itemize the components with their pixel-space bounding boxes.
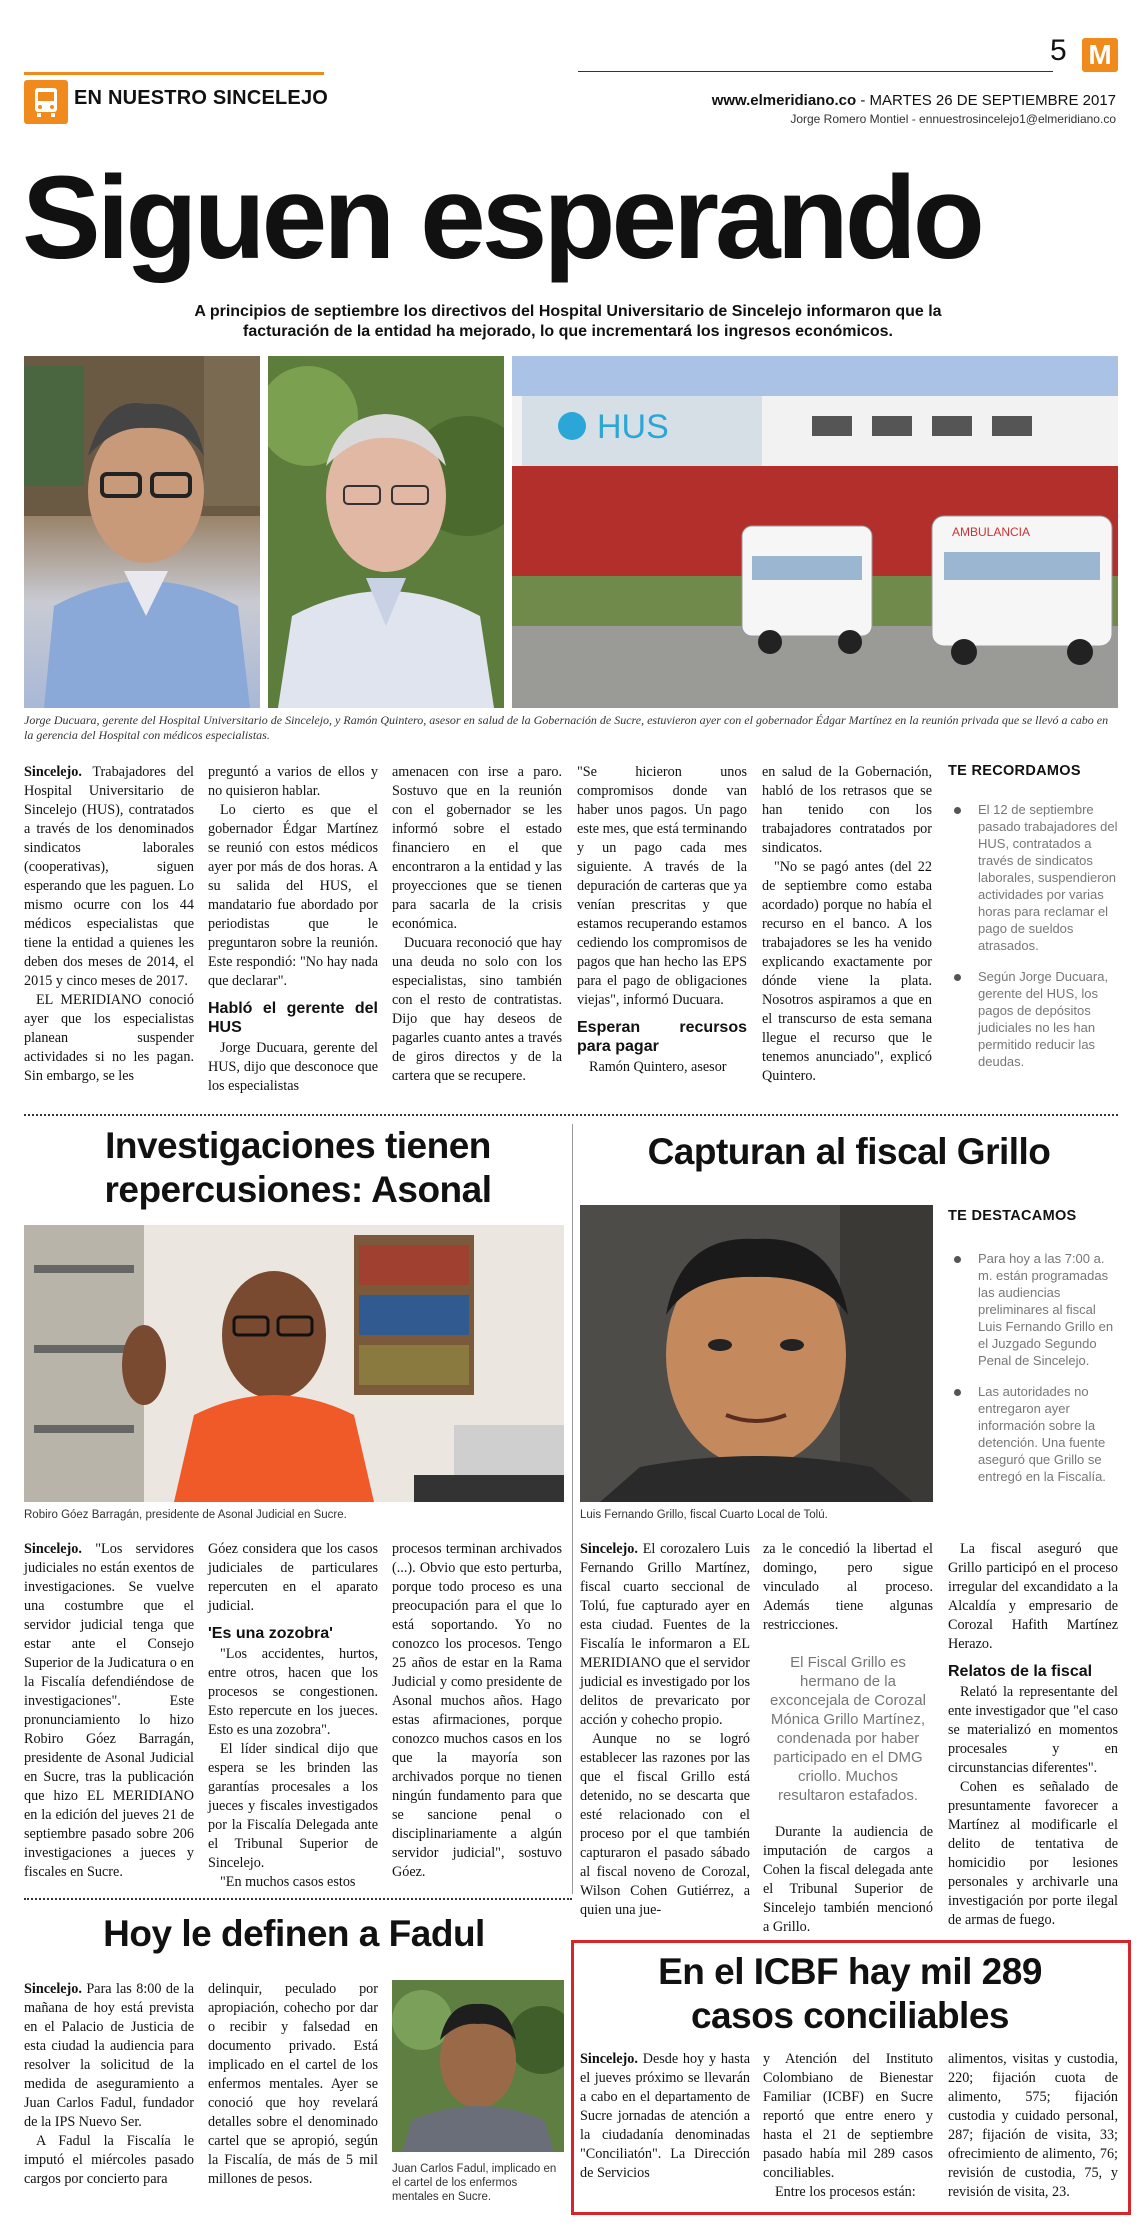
- divider-dotted: [24, 1898, 572, 1900]
- dateline-lead: Sincelejo.: [580, 1541, 638, 1557]
- sidebar-item-text: Para hoy a las 7:00 a. m. están programadas las audiencias preliminares al fiscal Luis Fernando Grillo en el Juzgado Segundo Penal de Sincelejo.: [978, 1251, 1114, 1368]
- icbf-headline-line1: En el ICBF hay mil 289: [658, 1951, 1042, 1992]
- dateline-lead: Sincelejo.: [580, 2051, 638, 2067]
- asonal-col2-subhead: 'Es una zozobra': [208, 1625, 333, 1642]
- sidebar-item-text: Según Jorge Ducuara, gerente del HUS, los pagos de depósitos judiciales no les han permitido reducir las deudas.: [978, 969, 1109, 1069]
- asonal-col1-p1: [24, 1540, 194, 1882]
- photo-luis-fernando-grillo: [580, 1205, 933, 1502]
- fadul-col-1: [24, 1980, 194, 2189]
- main-col5-p1: en salud de la Gobernación, habló de los retrasos que se han tenido con los trabajadores contratados por sindicatos.: [762, 764, 932, 856]
- logo-letter: M: [1088, 39, 1112, 70]
- photo-hospital-hus: [512, 356, 1118, 708]
- photo-jorge-ducuara: [24, 356, 260, 708]
- grillo-sidebar: [948, 1208, 1118, 1499]
- sidebar-item: [948, 1250, 1118, 1369]
- asonal-col-2: [208, 1540, 378, 1892]
- sidebar-title-recordamos: TE RECORDAMOS: [948, 763, 1081, 779]
- main-col2-subhead: Habló el gerente del HUS: [208, 1000, 378, 1036]
- grillo-col2-p1: za le concedió la libertad el domingo, pero sigue vinculado al proceso. Además tiene algunas restricciones.: [763, 1541, 933, 1633]
- asonal-col1-text: "Los servidores judiciales no están exentos de investigaciones. Se vuelve una costumbre que el servidor judicial tenga que estar ante el Consejo Superior de la Judicatura o en la Fiscalía defendiéndose de investigaciones". Este pronunciamiento lo hizo Robiro Góez Barragán, presidente de Asonal Judicial en Sucre, tras la publicación que hizo EL MERIDIANO en la edición del jueves 21 de septiembre pasado sobre 206 investigaciones a jueces y fiscales en Sucre.: [24, 1541, 194, 1880]
- sidebar-item: [948, 1383, 1118, 1485]
- grillo-col-2: [763, 1540, 933, 1937]
- hus-sign-text: HUS: [597, 408, 669, 446]
- sidebar-item: [948, 801, 1118, 954]
- asonal-col-1: [24, 1540, 194, 1882]
- issue-date: MARTES 26 DE SEPTIEMBRE 2017: [869, 92, 1116, 109]
- fadul-col1-p2: A Fadul la Fiscalía le imputó el miércoles pasado cargos por concierto para: [24, 2133, 194, 2187]
- main-col5-p2: "No se pagó antes (del 22 de septiembre como estaba acordado) porque no había el recurso en el banco. A los trabajadores se les ha venido explicando exactamente por dónde viene la plata. Nosotros aspiramos a que en el transcurso de esta semana llegue el recurso que le tenemos anunciado", explicó Quintero.: [762, 859, 932, 1084]
- icbf-headline-line2: casos conciliables: [690, 1995, 1009, 2036]
- bullet-icon: [954, 974, 961, 981]
- asonal-col2-p1: Góez considera que los casos judiciales de particulares repercuten en el aparato judicial.: [208, 1541, 378, 1614]
- fadul-col1-text: Para las 8:00 de la mañana de hoy está prevista en el Palacio de Justicia de esta ciudad la audiencia para resolver la solicitud de la medida de aseguramiento a Juan Carlos Fadul, fundador de la IPS Nuevo Ser.: [24, 1981, 194, 2130]
- icbf-col3-p1: alimentos, visitas y custodia, 220; fijación cuota de alimento, 575; fijación custodia y cuidado personal, 287; fijación de visita, 33; ofrecimiento de alimento, 76; revisión de custodia, 75, y revisión de visita, 23.: [948, 2051, 1118, 2200]
- main-col1-p2: EL MERIDIANO conoció ayer que los especialistas planean suspender actividades si no les pagan. Sin embargo, se les: [24, 992, 194, 1084]
- bullet-icon: [954, 807, 961, 814]
- icbf-col-2: [763, 2050, 933, 2202]
- asonal-col2-p4: "En muchos casos estos: [220, 1874, 356, 1890]
- main-col1-p1: [24, 763, 194, 991]
- main-headline: Siguen esperando: [22, 152, 981, 284]
- asonal-headline: [24, 1124, 572, 1212]
- sidebar-item-text: Las autoridades no entregaron ayer información sobre la detención. Una fuente aseguró que Grillo se entregó en la Fiscalía.: [978, 1384, 1106, 1484]
- grillo-col-1: [580, 1540, 750, 1920]
- main-sidebar: [948, 763, 1118, 1084]
- grillo-col-3: [948, 1540, 1118, 1930]
- grillo-col1-text: El corozalero Luis Fernando Grillo Martínez, fiscal cuarto seccional de Tolú, fue capturado ayer en esta ciudad. Fuentes de la Fiscalía le informaron a EL MERIDIANO que el servidor judicial es investigado por los delitos de prevaricato por acción y cohecho propio.: [580, 1541, 750, 1728]
- fadul-caption: Juan Carlos Fadul, implicado en el cartel de los enfermos mentales en Sucre.: [392, 2163, 557, 2203]
- main-col3-p2: Ducuara reconoció que hay una deuda no solo con los especialistas, sino también con el resto de contratistas. Dijo que hay deseos de pagarles cuanto antes a través de giros directos y de la cartera que se recupere.: [392, 935, 562, 1084]
- date-separator: -: [860, 92, 870, 109]
- section-top-rule: [24, 72, 324, 75]
- page-number: 5: [1050, 34, 1067, 67]
- photo-robiro-goez: [24, 1225, 564, 1502]
- fadul-col-2: [208, 1980, 378, 2189]
- dateline-lead: Sincelejo.: [24, 764, 82, 780]
- main-col2-p2: Lo cierto es que el gobernador Édgar Martínez se reunió con estos médicos ayer por más de dos horas. A su salida del HUS, el mandatario fue abordado por periodistas que le preguntaron sobre la reunión. Este respondió: "No hay nada que declarar".: [208, 802, 378, 989]
- grillo-col3-p3: Cohen es señalado de presuntamente favorecer a Martínez al modificarle el delito de tentativa de homicidio por lesiones personales y archivarle una investigación por porte ilegal de armas de fuego.: [948, 1779, 1118, 1928]
- photo-ramon-quintero: [268, 356, 504, 708]
- grillo-headline: Capturan al fiscal Grillo: [647, 1131, 1051, 1172]
- main-col-1: [24, 763, 194, 1086]
- fadul-col1-p1: [24, 1980, 194, 2132]
- bullet-icon: [954, 1389, 961, 1396]
- grillo-col2-p2: Durante la audiencia de imputación de cargos a Cohen la fiscal delegada ante el Tribunal Superior de Sincelejo también mencionó a Grillo.: [763, 1824, 933, 1935]
- main-caption: Jorge Ducuara, gerente del Hospital Universitario de Sincelejo, y Ramón Quintero, asesor en salud de la Gobernación de Sucre, estuvieron ayer con el gobernador Édgar Martínez en la reunión privada que se llevó a cabo en la gerencia del Hospital con médicos especialistas.: [24, 713, 1109, 742]
- site-url: www.elmeridiano.co: [711, 92, 857, 109]
- grillo-col1-p2: Aunque no se logró establecer las razones por las que el fiscal Grillo está detenido, no se descarta que esté relacionado con el proceso por el que también capturaron el pasado sábado al fiscal noveno de Corozal, Wilson Cohen Gutiérrez, a quien una jue-: [580, 1731, 750, 1918]
- main-col-3: [392, 763, 562, 1086]
- header-top-rule: [578, 71, 1053, 72]
- main-deck: A principios de septiembre los directivos del Hospital Universitario de Sincelejo informaron que la facturación de la entidad ha mejorado, lo que incrementará los ingresos económicos.: [194, 303, 942, 340]
- photo-juan-carlos-fadul: [392, 1980, 564, 2152]
- sidebar-item: [948, 968, 1118, 1070]
- grillo-caption: Luis Fernando Grillo, fiscal Cuarto Local de Tolú.: [580, 1509, 828, 1521]
- dateline-lead: Sincelejo.: [24, 1981, 82, 1997]
- asonal-headline-line2: repercusiones: Asonal: [104, 1169, 492, 1210]
- icbf-col-1: [580, 2050, 750, 2183]
- sidebar-item-text: El 12 de septiembre pasado trabajadores del HUS, contratados a través de sindicatos laborales, suspendieron actividades por varias horas para reclamar el pago de sueldos atrasados.: [978, 802, 1118, 953]
- main-col4-subhead: Esperan recursos para pagar: [577, 1019, 747, 1055]
- main-col4-p2: Ramón Quintero, asesor: [589, 1059, 727, 1075]
- grillo-col3-subhead: Relatos de la fiscal: [948, 1663, 1093, 1680]
- main-col4-p1: "Se hicieron unos compromisos donde van haber unos pagos. Un pago este mes, que está terminando y un pago cada mes siguiente. A través de la depuración de carteras que ya venían prescritas y que estamos recuperando estamos cediendo los compromisos de pagos que han hecho las EPS para el pago de obligaciones viejas", informó Ducuara.: [577, 764, 747, 1008]
- asonal-col2-p3: El líder sindical dijo que espera se les brinden las garantías procesales a los jueces y fiscales investigados por la Fiscalía Delegada ante el Tribunal Superior de Sincelejo.: [208, 1741, 378, 1871]
- main-col1-p1-text: Trabajadores del Hospital Universitario de Sincelejo (HUS), contratados a través de los denominados sindicatos laborales (cooperativas), siguen esperando que les paguen. Lo mismo ocurre con los 44 médicos especialistas que tiene la entidad a quienes les deben dos meses de 2014, el 2015 y cinco meses de 2017.: [24, 764, 194, 989]
- grillo-pullquote: El Fiscal Grillo es hermano de la exconcejala de Corozal Mónica Grillo Martínez, condenada por haber participado en el DMG criollo. Muchos resultaron estafados.: [770, 1654, 926, 1804]
- dateline-lead: Sincelejo.: [24, 1541, 82, 1557]
- grillo-col3-p1: La fiscal aseguró que Grillo participó en el proceso irregular del excandidato a la Alcaldía y empresario de Corozal Hafith Martínez Herazo.: [948, 1541, 1118, 1652]
- asonal-col3-p1: procesos terminan archivados (...). Obvio que esto perturba, porque todo proceso es una preocupación para el que lo está soportando. Yo no conozco los procesos. Tengo 25 años de estar en la Rama Judicial y como presidente de Asonal muchos años. Hago estas afirmaciones, porque conozco muchos casos en los que la mayoría son archivados porque no tienen ningún fundamento para que se sancione penal o disciplinariamente a algún servidor judicial", sostuvo Góez.: [392, 1541, 562, 1880]
- section-title: EN NUESTRO SINCELEJO: [74, 87, 329, 109]
- icbf-col2-p2: Entre los procesos están:: [775, 2184, 916, 2200]
- byline: Jorge Romero Montiel - ennuestrosincelejo1@elmeridiano.co: [790, 112, 1116, 126]
- dateline: [712, 92, 1116, 109]
- grillo-col1-p1: [580, 1540, 750, 1730]
- divider-dotted: [24, 1114, 1118, 1116]
- asonal-col-3: [392, 1540, 562, 1882]
- main-col3-p1: amenacen con irse a paro. Sostuvo que en la reunión con el gobernador se les informó sobre el estado financiero en el que encontraron a la entidad y las proyecciones que se tienen para sacarla de la crisis económica.: [392, 764, 562, 932]
- main-col2-p1: preguntó a varios de ellos y no quisieron hablar.: [208, 764, 378, 799]
- main-col2-p3: Jorge Ducuara, gerente del HUS, dijo que desconoce que los especialistas: [208, 1040, 378, 1094]
- ambulance-text: AMBULANCIA: [952, 525, 1031, 539]
- bullet-icon: [954, 1256, 961, 1263]
- bus-icon: [24, 80, 68, 124]
- vertical-divider: [572, 1124, 573, 1894]
- asonal-col2-p2: "Los accidentes, hurtos, entre otros, hacen que los procesos se congestionen. Esto repercute en los jueces. Esto es una zozobra".: [208, 1646, 378, 1738]
- grillo-col3-p2: Relató la representante del ente investigador que "el caso se materializó en momentos procesales y en circunstancias diferentes".: [948, 1684, 1118, 1776]
- icbf-col2-p1: y Atención del Instituto Colombiano de Bienestar Familiar (ICBF) en Sucre reportó que entre enero y hasta el 21 de septiembre pasado había mil 289 casos conciliables.: [763, 2051, 933, 2181]
- asonal-headline-line1: Investigaciones tienen: [105, 1125, 491, 1166]
- meridiano-logo: [1082, 38, 1118, 72]
- fadul-col2-p1: delinquir, peculado por apropiación, cohecho por dar o recibir y falsedad en documento privado. Está implicado en el cartel de los enfermos mentales. Ayer se conoció que hoy revelará detalles sobre el denominado cartel que se apropió, según la Fiscalía, de más de 5 mil millones de pesos.: [208, 1981, 378, 2187]
- fadul-headline: Hoy le definen a Fadul: [103, 1913, 485, 1954]
- icbf-col-3: [948, 2050, 1118, 2202]
- main-col-4: [577, 763, 747, 1077]
- asonal-caption: Robiro Góez Barragán, presidente de Asonal Judicial en Sucre.: [24, 1509, 347, 1521]
- sidebar-title-destacamos: TE DESTACAMOS: [948, 1208, 1077, 1224]
- icbf-headline: [580, 1950, 1120, 2038]
- icbf-col1-text: Desde hoy y hasta el jueves próximo se llevarán a cabo en el departamento de Sucre jornadas de atención a la ciudadanía denominadas "Conciliatón". La Dirección de Servicios: [580, 2051, 751, 2181]
- main-col-5: [762, 763, 932, 1086]
- icbf-col1-p1: [580, 2050, 750, 2183]
- main-col-2: [208, 763, 378, 1096]
